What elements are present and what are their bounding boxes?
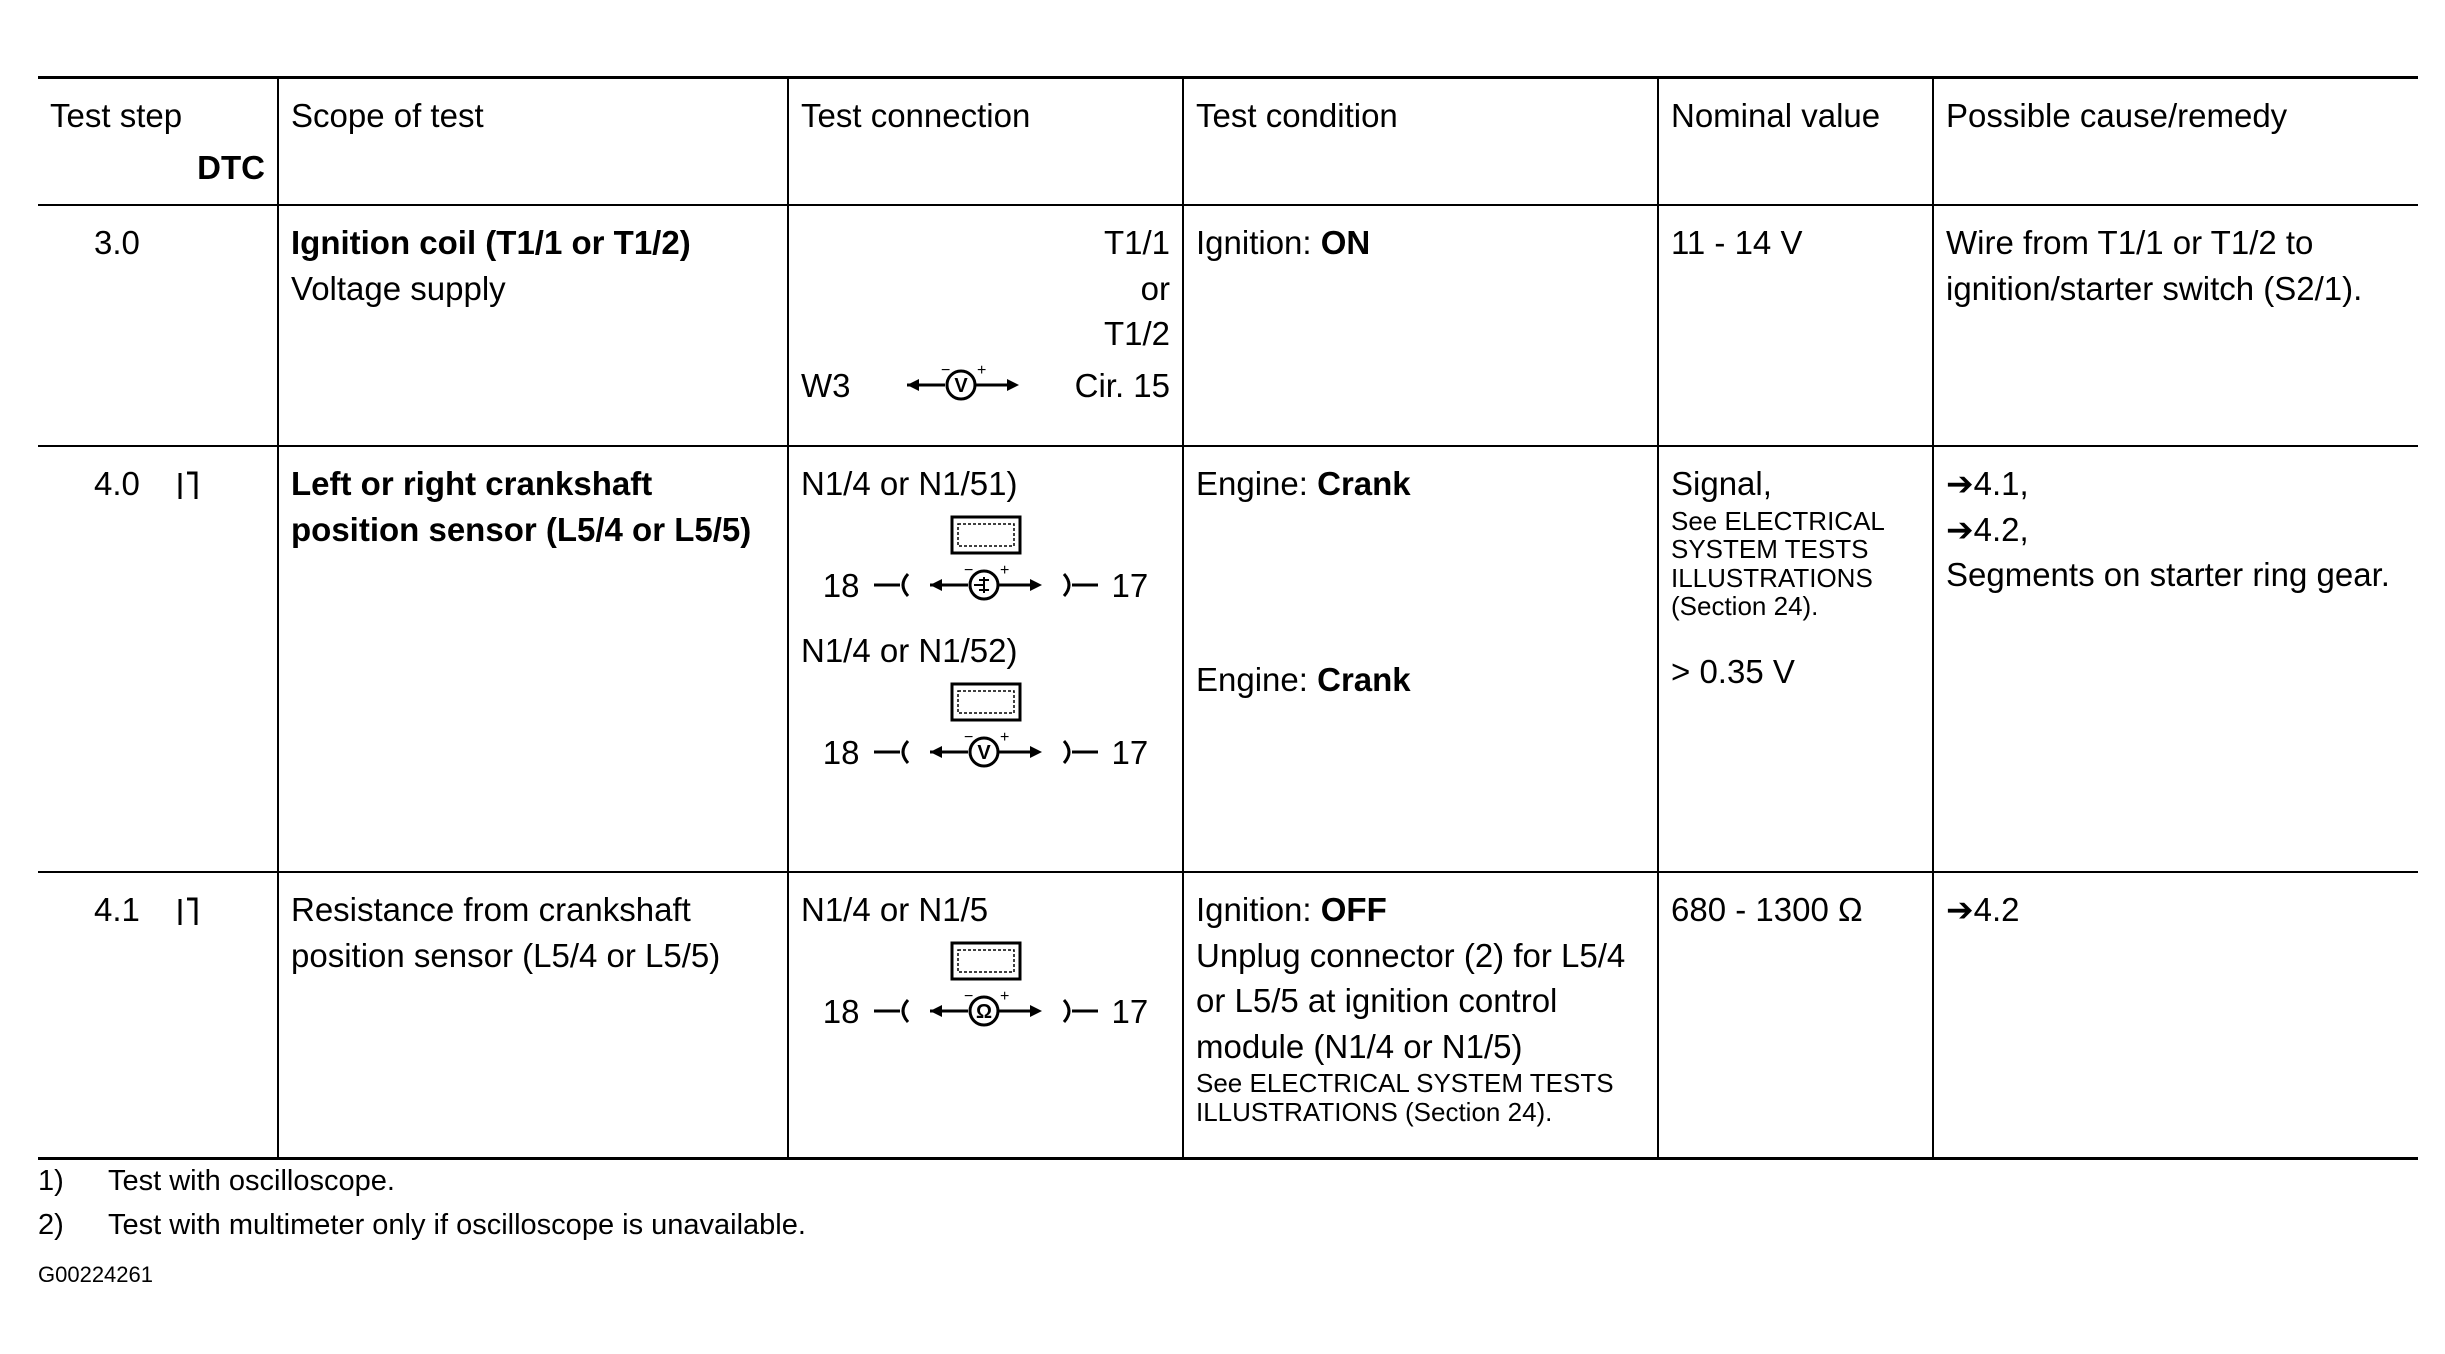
plug-right-icon <box>1060 737 1098 767</box>
voltmeter-connection <box>801 730 1170 776</box>
nominal-cell: 680 - 1300 Ω <box>1658 872 1933 1158</box>
plug-left-icon <box>874 996 912 1026</box>
condition-cell <box>1183 446 1658 872</box>
svg-text:−: − <box>963 730 973 747</box>
nominal-reference: See ELECTRICAL SYSTEM TESTS ILLUSTRATIONS (Section 24). <box>1671 505 1884 622</box>
svg-text:+: + <box>999 563 1009 580</box>
svg-text:−: − <box>963 563 973 580</box>
svg-text:+: + <box>976 363 986 380</box>
connection-cell <box>788 446 1183 872</box>
svg-text:−: − <box>963 989 973 1006</box>
nominal-voltage: > 0.35 V <box>1671 652 1795 690</box>
pin-left: 18 <box>822 992 860 1030</box>
header-test-step <box>38 78 278 206</box>
conn-module-label: N1/4 or N1/51) <box>801 465 1018 503</box>
step-number: 4.1 <box>94 891 140 929</box>
remedy-cell: ➔4.2 <box>1933 872 2418 1158</box>
remedy-link: ➔4.2, <box>1946 510 2029 548</box>
header-test-step-label: Test step <box>50 97 183 134</box>
document-id: G00224261 <box>38 1262 153 1287</box>
nominal-cell <box>1658 446 1933 872</box>
condition-cell <box>1183 872 1658 1158</box>
step-cell <box>38 872 278 1158</box>
condition-value: Crank <box>1317 660 1411 698</box>
plug-left-icon <box>874 570 912 600</box>
condition-value: Crank <box>1317 465 1411 503</box>
scope-cell <box>278 446 788 872</box>
pin-left: 18 <box>822 566 860 604</box>
table-row <box>38 446 2418 872</box>
dtc-fault-icon <box>177 895 199 929</box>
connection-cell <box>788 205 1183 446</box>
footnote-number: 1) <box>38 1165 64 1197</box>
header-connection: Test connection <box>788 78 1183 206</box>
ohmmeter-connection <box>801 989 1170 1035</box>
svg-text:Ω: Ω <box>975 1001 992 1024</box>
scope-text: Voltage supply <box>291 269 506 307</box>
scope-title: Ignition coil (T1/1 or T1/2) <box>291 224 691 262</box>
oscilloscope-connection <box>801 563 1170 609</box>
header-row <box>38 78 2418 206</box>
diagnostic-table <box>38 76 2418 1160</box>
remedy-text: Segments on starter ring gear. <box>1946 556 2390 594</box>
svg-text:V: V <box>953 375 968 398</box>
remedy-cell: Wire from T1/1 or T1/2 to ignition/starter switch (S2/1). <box>1933 205 2418 446</box>
voltmeter-icon <box>903 363 1023 407</box>
remedy-link: ➔4.1, <box>1946 465 2029 503</box>
table-row <box>38 872 2418 1158</box>
plug-right-icon <box>1060 996 1098 1026</box>
table-row <box>38 205 2418 446</box>
voltmeter-connection <box>801 363 1170 409</box>
connector-box-icon <box>950 941 1022 981</box>
footnote <box>38 1160 806 1204</box>
oscilloscope-icon <box>926 563 1046 607</box>
step-number: 3.0 <box>94 224 140 262</box>
condition-reference: See ELECTRICAL SYSTEM TESTS ILLUSTRATIONS (Section 24). <box>1196 1068 1614 1127</box>
header-nominal: Nominal value <box>1658 78 1933 206</box>
conn-left-label: W3 <box>801 366 851 404</box>
svg-text:+: + <box>999 989 1009 1006</box>
footnote-text: Test with oscilloscope. <box>108 1165 395 1197</box>
plug-right-icon <box>1060 570 1098 600</box>
condition-cell <box>1183 205 1658 446</box>
conn-module-label: N1/4 or N1/52) <box>801 632 1018 670</box>
voltmeter-icon <box>926 730 1046 774</box>
connection-cell <box>788 872 1183 1158</box>
connector-box-icon <box>950 515 1022 555</box>
pin-right: 17 <box>1111 733 1149 771</box>
conn-module-label: N1/4 or N1/5 <box>801 891 989 929</box>
condition-text: Unplug connector (2) for L5/4 or L5/5 at ignition control module (N1/4 or N1/5) <box>1196 936 1626 1065</box>
header-dtc-label: DTC <box>197 148 265 186</box>
conn-right-label: Cir. 15 <box>1074 366 1170 404</box>
connector-box-icon <box>950 682 1022 722</box>
condition-label: Engine: <box>1196 465 1308 503</box>
plug-left-icon <box>874 737 912 767</box>
header-condition: Test condition <box>1183 78 1658 206</box>
scope-cell: Resistance from crankshaft position sensor (L5/4 or L5/5) <box>278 872 788 1158</box>
header-remedy: Possible cause/remedy <box>1933 78 2418 206</box>
condition-label: Ignition: <box>1196 891 1312 929</box>
svg-text:−: − <box>940 363 950 380</box>
nominal-signal: Signal, <box>1671 465 1772 503</box>
pin-left: 18 <box>822 733 860 771</box>
condition-value: OFF <box>1320 891 1387 929</box>
condition-label: Engine: <box>1196 660 1308 698</box>
condition-label: Ignition: <box>1196 224 1312 262</box>
header-scope: Scope of test <box>278 78 788 206</box>
step-cell <box>38 446 278 872</box>
conn-line: T1/1 <box>1103 224 1170 262</box>
scope-title: Left or right crankshaft position sensor (L5/4 or L5/5) <box>291 465 752 548</box>
svg-text:+: + <box>999 730 1009 747</box>
step-number: 4.0 <box>94 465 140 503</box>
dtc-fault-icon <box>177 469 199 503</box>
pin-right: 17 <box>1111 566 1149 604</box>
svg-text:V: V <box>976 742 991 765</box>
conn-line: or <box>1140 269 1170 307</box>
conn-line: T1/2 <box>1103 315 1170 353</box>
step-cell <box>38 205 278 446</box>
footnote-number: 2) <box>38 1208 64 1241</box>
condition-value: ON <box>1320 224 1371 262</box>
ohmmeter-icon <box>926 989 1046 1033</box>
footnote <box>38 1204 806 1248</box>
footnotes <box>38 1160 806 1247</box>
remedy-cell <box>1933 446 2418 872</box>
footnote-text: Test with multimeter only if oscilloscope is unavailable. <box>108 1208 806 1241</box>
nominal-cell: 11 - 14 V <box>1658 205 1933 446</box>
scope-cell <box>278 205 788 446</box>
pin-right: 17 <box>1111 992 1149 1030</box>
